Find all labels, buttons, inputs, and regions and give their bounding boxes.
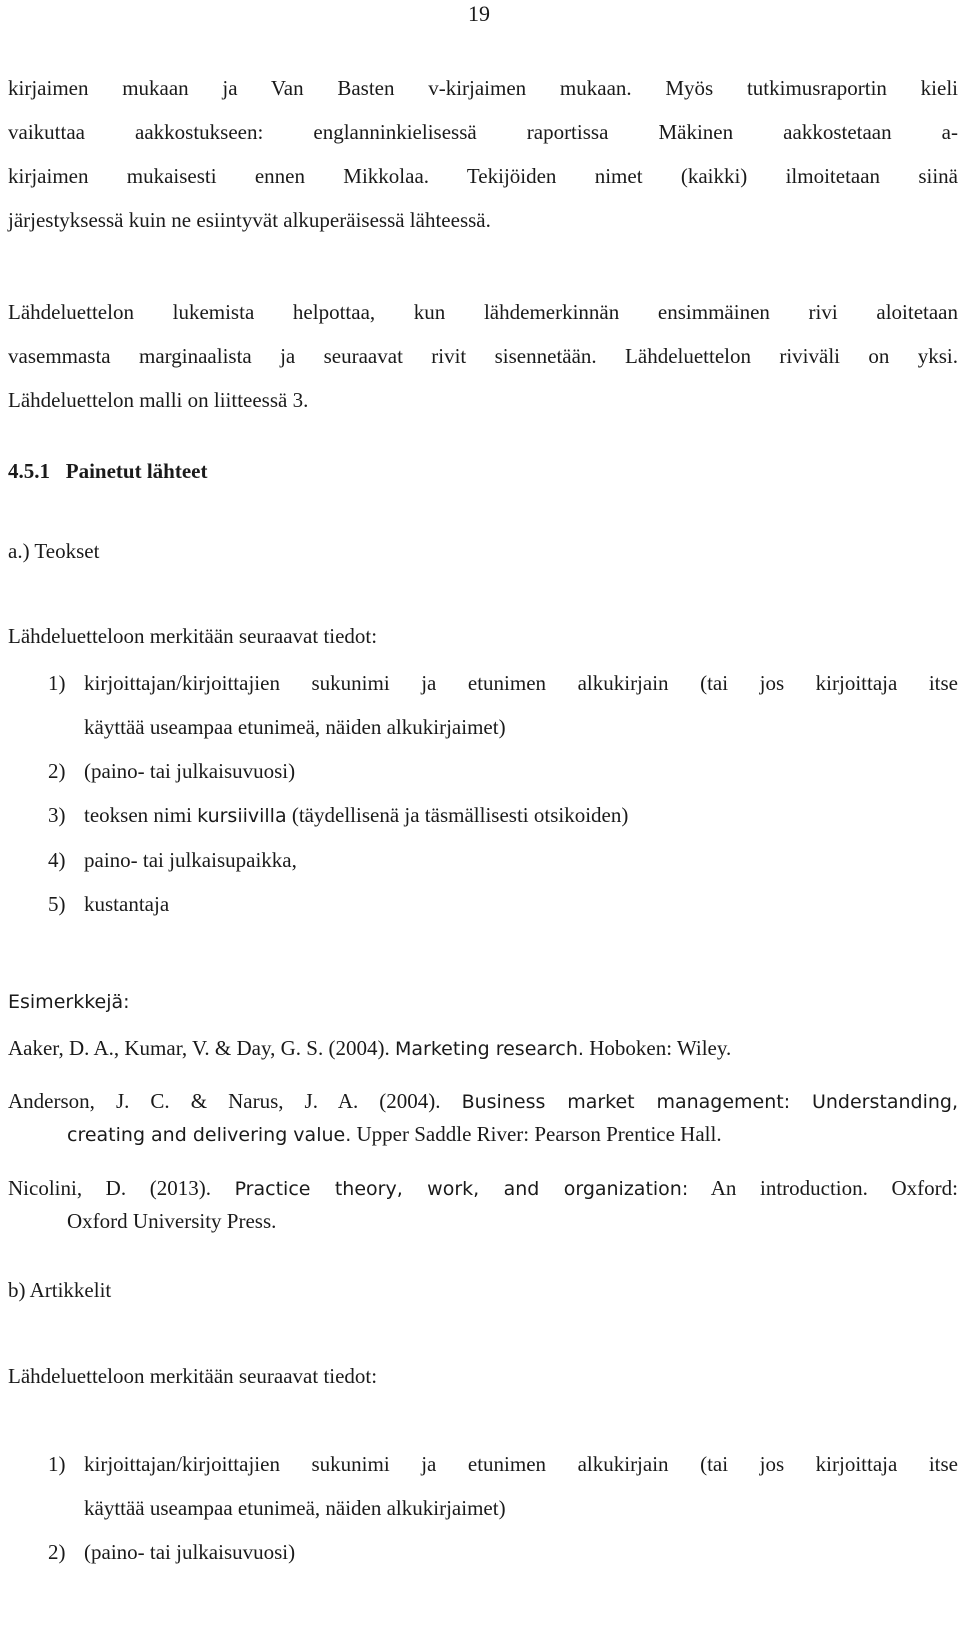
list-a <box>8 667 958 920</box>
list-number: 2) <box>48 759 66 783</box>
reference-author: Anderson, J. C. & Narus, J. A. (2004). <box>8 1089 462 1113</box>
list-item <box>8 888 958 920</box>
list-item <box>8 844 958 876</box>
reference-author: Nicolini, D. (2013). <box>8 1176 235 1200</box>
list-text: teoksen nimi <box>84 803 198 827</box>
reference-title: creating and delivering value. <box>67 1124 352 1146</box>
reference-line <box>8 1085 958 1118</box>
list-item <box>8 799 958 832</box>
list-text: kirjoittajan/kirjoittajien sukunimi ja etunimen alkukirjain (tai jos kirjoittaja itse <box>84 671 958 695</box>
reference-title: Business market management: Understanding, <box>461 1091 958 1113</box>
list-number: 1) <box>48 671 66 695</box>
paragraph-line: Lähdeluettelon lukemista helpottaa, kun lähdemerkinnän ensimmäinen rivi aloitetaan <box>8 300 958 324</box>
list-text-italic: kursiivilla <box>197 805 287 827</box>
reference-publisher: Hoboken: Wiley. <box>583 1036 732 1060</box>
list-text: (täydellisenä ja täsmällisesti otsikoiden) <box>286 803 629 827</box>
reference-line <box>8 1118 958 1151</box>
reference-publisher: Upper Saddle River: Pearson Prentice Hall. <box>351 1122 722 1146</box>
list-number: 3) <box>48 803 66 827</box>
list-number: 1) <box>48 1452 66 1476</box>
page-number: 19 <box>468 1 490 26</box>
list-item <box>8 755 958 787</box>
list-item-cont: käyttää useampaa etunimeä, näiden alkukirjaimet) <box>84 1496 506 1520</box>
paragraph-1 <box>8 72 958 236</box>
list-text: paino- tai julkaisupaikka, <box>84 848 297 872</box>
list-b <box>8 1448 958 1568</box>
intro-b: Lähdeluetteloon merkitään seuraavat tiedot: <box>8 1364 378 1388</box>
subsection-b-title: b) Artikkelit <box>8 1278 112 1302</box>
list-number: 5) <box>48 892 66 916</box>
reference-publisher: An introduction. Oxford: <box>688 1176 958 1200</box>
paragraph-2 <box>8 296 958 416</box>
reference-entry <box>8 1085 958 1151</box>
list-number: 2) <box>48 1540 66 1564</box>
list-text: kirjoittajan/kirjoittajien sukunimi ja etunimen alkukirjain (tai jos kirjoittaja itse <box>84 1452 958 1476</box>
paragraph-line: kirjaimen mukaan ja Van Basten v-kirjaimen mukaan. Myös tutkimusraportin kieli <box>8 76 958 100</box>
paragraph-line: vaikuttaa aakkostukseen: englanninkielisessä raportissa Mäkinen aakkostetaan a- <box>8 120 958 144</box>
examples-label: Esimerkkejä: <box>8 991 130 1013</box>
list-text: (paino- tai julkaisuvuosi) <box>84 1540 296 1564</box>
intro-a: Lähdeluetteloon merkitään seuraavat tiedot: <box>8 624 378 648</box>
reference-entry <box>8 1032 958 1065</box>
paragraph-line: vasemmasta marginaalista ja seuraavat rivit sisennetään. Lähdeluettelon riviväli on yksi. <box>8 344 958 368</box>
list-item <box>8 1448 958 1480</box>
reference-title: Practice theory, work, and organization: <box>234 1178 689 1200</box>
list-text: kustantaja <box>84 892 170 916</box>
list-item <box>8 1536 958 1568</box>
section-heading: 4.5.1 Painetut lähteet <box>8 459 208 483</box>
subsection-a-title: a.) Teokset <box>8 539 100 563</box>
paragraph-line: Lähdeluettelon malli on liitteessä 3. <box>8 388 309 412</box>
reference-title: Marketing research. <box>394 1038 584 1060</box>
reference-entry <box>8 1172 958 1237</box>
list-number: 4) <box>48 848 66 872</box>
list-item-cont: käyttää useampaa etunimeä, näiden alkukirjaimet) <box>84 715 506 739</box>
paragraph-line: järjestyksessä kuin ne esiintyvät alkuperäisessä lähteessä. <box>8 208 491 232</box>
paragraph-line: kirjaimen mukaisesti ennen Mikkolaa. Tekijöiden nimet (kaikki) ilmoitetaan siinä <box>8 164 958 188</box>
reference-line <box>8 1172 958 1205</box>
reference-line: Oxford University Press. <box>67 1209 277 1233</box>
reference-author: Aaker, D. A., Kumar, V. & Day, G. S. (2004). <box>8 1036 395 1060</box>
list-text: (paino- tai julkaisuvuosi) <box>84 759 296 783</box>
list-item <box>8 667 958 699</box>
